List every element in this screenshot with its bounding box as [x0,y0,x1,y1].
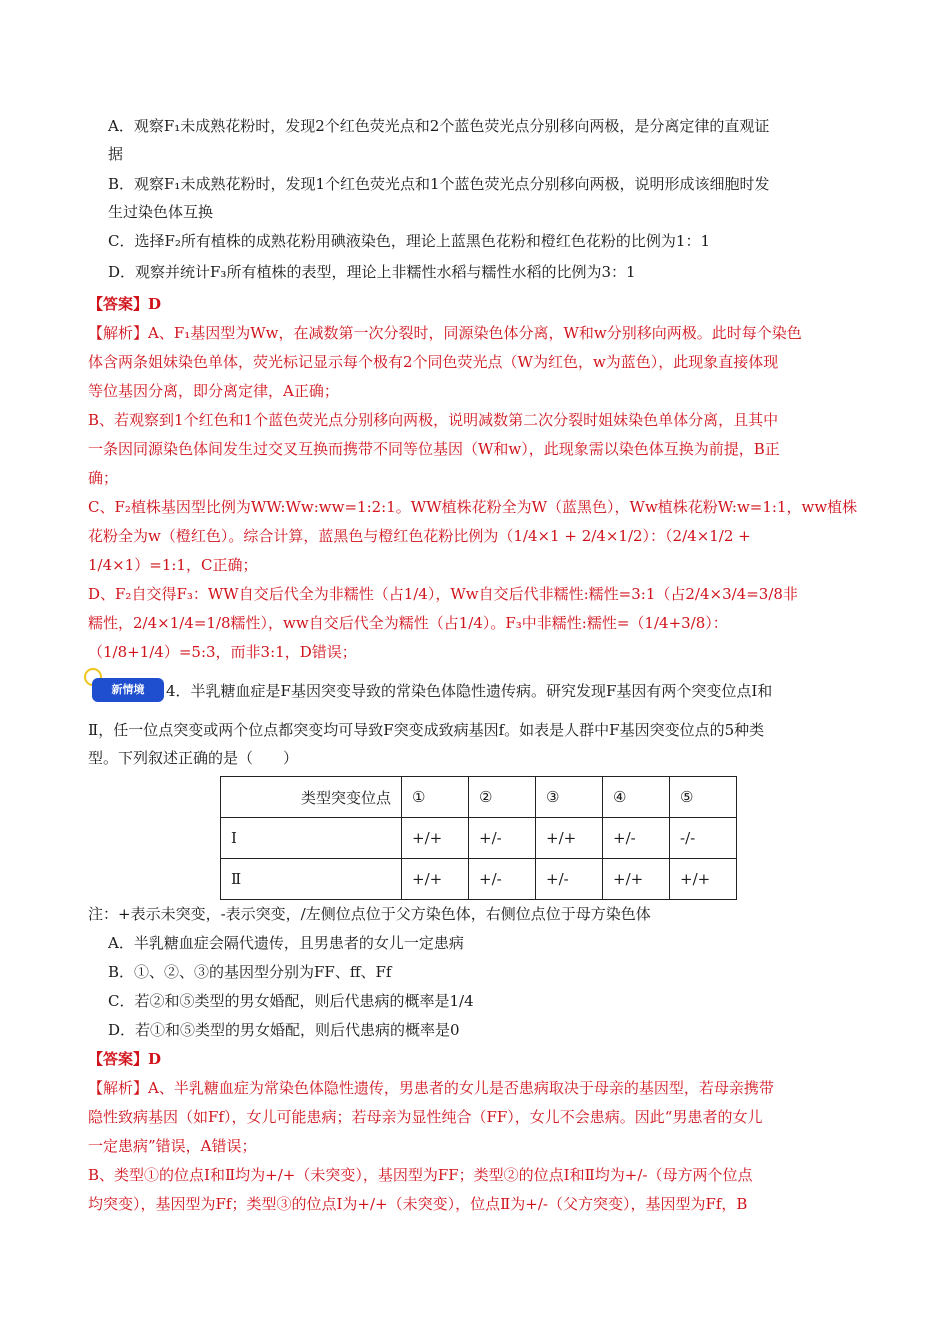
table-cell: +/- [469,859,536,900]
explanation-line: 【解析】A、半乳糖血症为常染色体隐性遗传，男患者的女儿是否患病取决于母亲的基因型，若母亲携带 [88,1079,774,1097]
option-c: C．选择F₂所有植株的成熟花粉用碘液染色，理论上蓝黑色花粉和橙红色花粉的比例为1：1 [108,232,710,250]
table-cell: +/+ [536,818,603,859]
option-c: C．若②和⑤类型的男女婚配，则后代患病的概率是1/4 [108,992,474,1010]
option-d: D．若①和⑤类型的男女婚配，则后代患病的概率是0 [108,1021,460,1039]
explanation-line: 等位基因分离，即分离定律，A正确； [88,382,339,400]
table-note: 注：+表示未突变，-表示突变，/左侧位点位于父方染色体，右侧位点位于母方染色体 [88,905,651,923]
explanation-line: 糯性，2/4×1/4=1/8糯性），ww自交后代全为糯性（占1/4）。F₃中非糯性:糯性=（1/4+3/8）： [88,614,728,632]
explanation-line: 一条因同源染色体间发生过交叉互换而携带不同等位基因（W和w），此现象需以染色体互换为前提，B正 [88,440,780,458]
question-stem-line: Ⅱ，任一位点突变或两个位点都突变均可导致F突变成致病基因f。如表是人群中F基因突变位点的5种类 [88,721,765,739]
answer-label: 【答案】D [88,295,162,313]
table-header-cell: ② [469,777,536,818]
option-b: B．①、②、③的基因型分别为FF、ff、Ff [108,963,392,981]
explanation-line: 体含两条姐妹染色单体，荧光标记显示每个极有2个同色荧光点（W为红色，w为蓝色），此现象直接体现 [88,353,779,371]
table-cell: +/- [536,859,603,900]
option-a-line-2: 据 [108,145,124,163]
table-header-cell: ① [402,777,469,818]
explanation-line: （1/8+1/4）=5:3，而非3:1，D错误； [88,643,357,661]
table-cell: +/+ [402,859,469,900]
table-row-label: Ⅰ [221,818,402,859]
table-header-cell: ④ [603,777,670,818]
explanation-line: 一定患病”错误，A错误； [88,1137,257,1155]
option-a-line-1: A．观察F₁未成熟花粉时，发现2个红色荧光点和2个蓝色荧光点分别移向两极，是分离定律的直观证 [108,117,770,135]
new-context-badge: 新情境 [92,678,164,702]
table-row-label: Ⅱ [221,859,402,900]
table-header-cell: 类型突变位点 [221,777,402,818]
table-cell: +/- [469,818,536,859]
question-stem-line: 型。下列叙述正确的是（ ） [88,749,299,767]
explanation-line: 确； [88,469,119,487]
answer-label: 【答案】D [88,1050,162,1068]
explanation-line: 【解析】A、F₁基因型为Ww，在减数第一次分裂时，同源染色体分离，W和w分别移向两极。此时每个染色 [88,324,802,342]
option-d: D．观察并统计F₃所有植株的表型，理论上非糯性水稻与糯性水稻的比例为3：1 [108,263,636,281]
option-b-line-2: 生过染色体互换 [108,203,214,221]
explanation-line: 1/4×1）=1:1，C正确； [88,556,258,574]
mutation-type-table [220,776,737,900]
explanation-line: 均突变），基因型为Ff；类型③的位点Ⅰ为+/+（未突变），位点Ⅱ为+/-（父方突变），基因型为Ff，B [88,1195,748,1213]
table-header-cell: ⑤ [670,777,737,818]
table-cell: -/- [670,818,737,859]
question-stem-line: 4．半乳糖血症是F基因突变导致的常染色体隐性遗传病。研究发现F基因有两个突变位点Ⅰ和 [166,682,773,700]
table-row [221,859,737,900]
explanation-line: B、类型①的位点Ⅰ和Ⅱ均为+/+（未突变），基因型为FF；类型②的位点Ⅰ和Ⅱ均为+/-（母方两个位点 [88,1166,753,1184]
option-b-line-1: B．观察F₁未成熟花粉时，发现1个红色荧光点和1个蓝色荧光点分别移向两极，说明形成该细胞时发 [108,175,770,193]
table-header-cell: ③ [536,777,603,818]
explanation-line: 隐性致病基因（如Ff），女儿可能患病；若母亲为显性纯合（FF），女儿不会患病。因此“男患者的女儿 [88,1108,763,1126]
explanation-line: 花粉全为w（橙红色）。综合计算，蓝黑色与橙红色花粉比例为（1/4×1 + 2/4×1/2）：（2/4×1/2 + [88,527,751,545]
table-row [221,818,737,859]
option-a: A．半乳糖血症会隔代遗传，且男患者的女儿一定患病 [108,934,464,952]
table-header-row [221,777,737,818]
explanation-line: C、F₂植株基因型比例为WW:Ww:ww=1:2:1。WW植株花粉全为W（蓝黑色），Ww植株花粉W:w=1:1，ww植株 [88,498,858,516]
table-cell: +/- [603,818,670,859]
table-cell: +/+ [603,859,670,900]
explanation-line: D、F₂自交得F₃：WW自交后代全为非糯性（占1/4），Ww自交后代非糯性:糯性=3:1（占2/4×3/4=3/8非 [88,585,798,603]
explanation-line: B、若观察到1个红色和1个蓝色荧光点分别移向两极，说明减数第二次分裂时姐妹染色单体分离，且其中 [88,411,779,429]
table-cell: +/+ [402,818,469,859]
table-cell: +/+ [670,859,737,900]
